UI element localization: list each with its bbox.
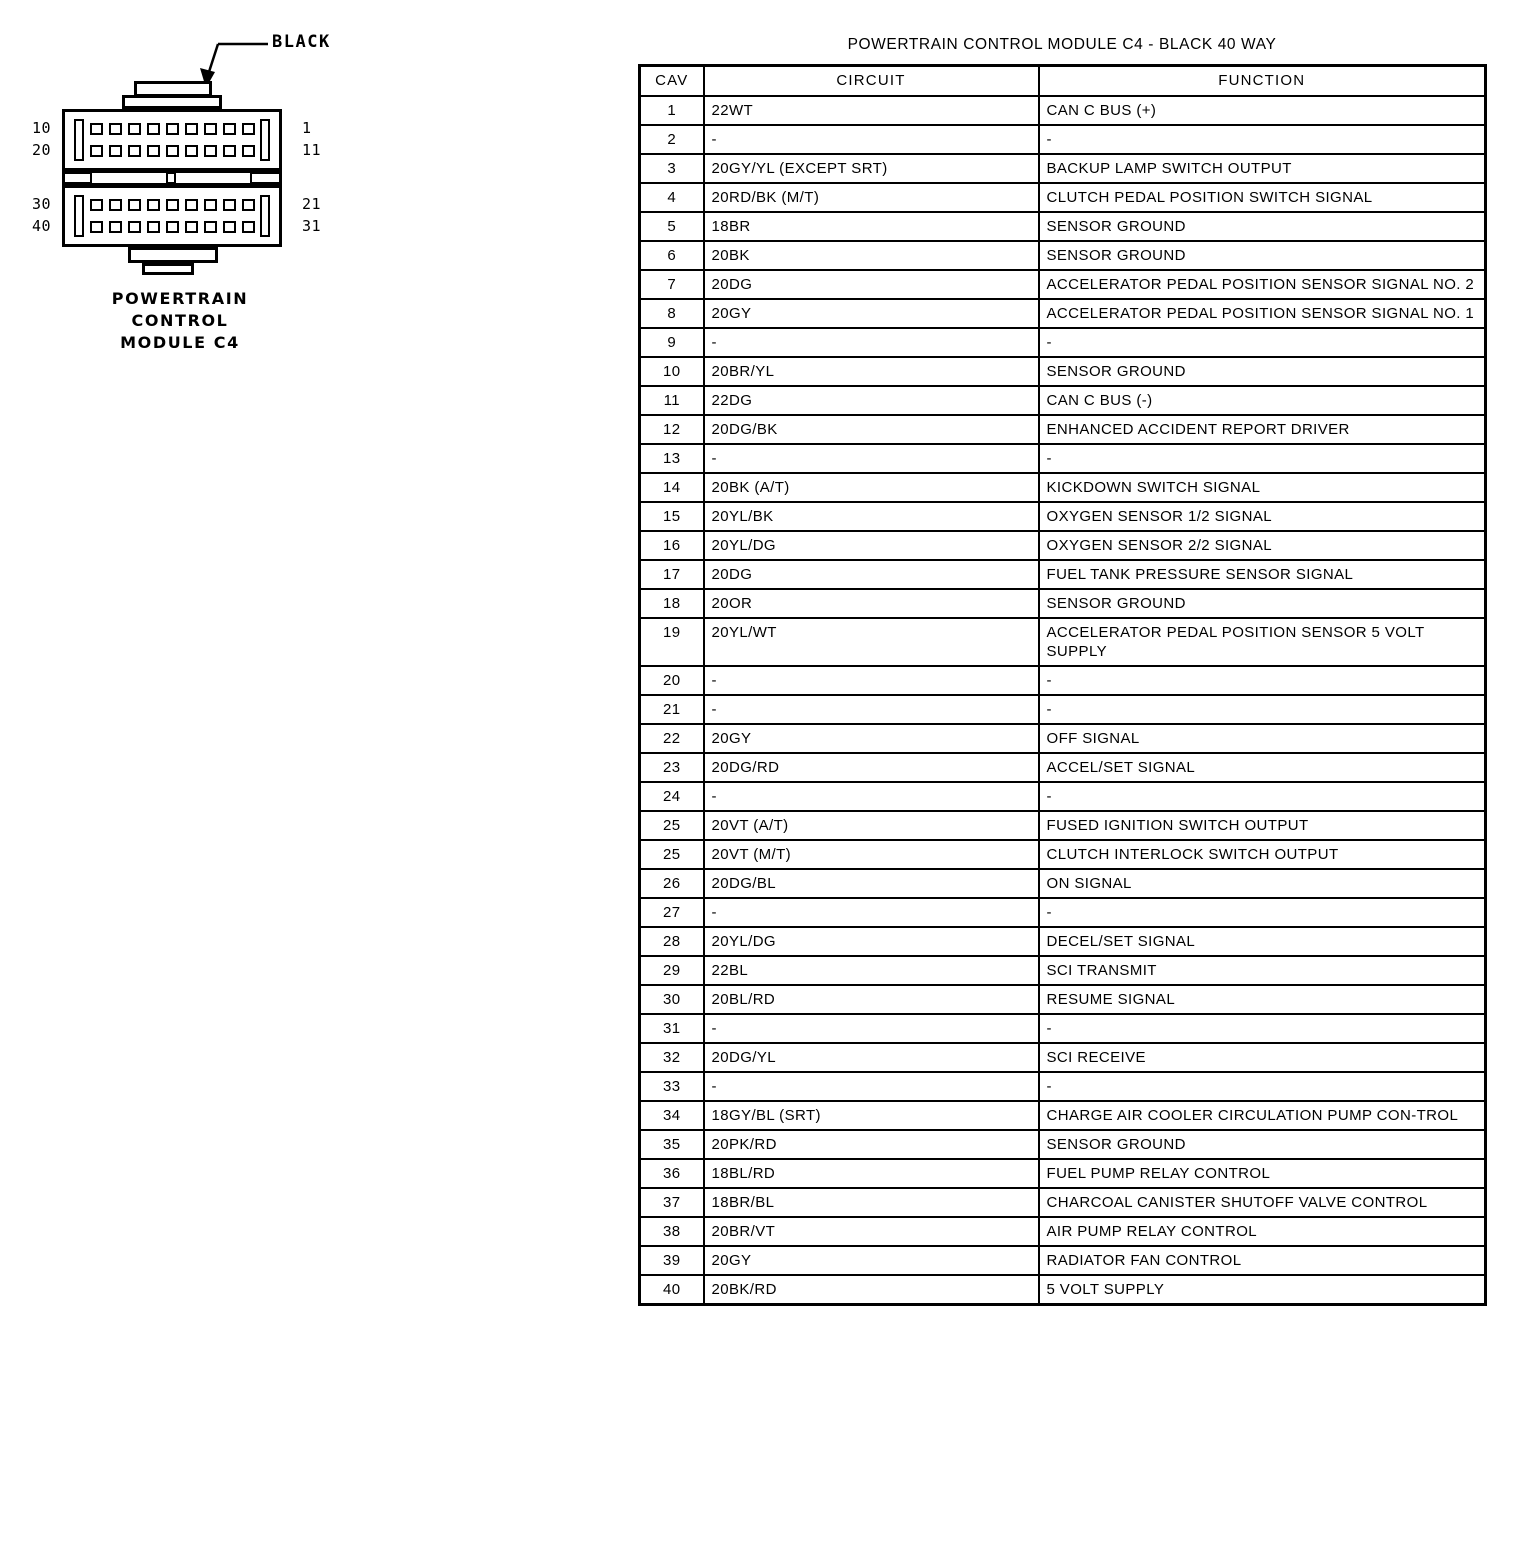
table-row	[640, 956, 1486, 985]
pin-cavity	[90, 199, 103, 211]
cell-circuit: 20VT (M/T)	[704, 840, 1039, 869]
cell-cav: 27	[640, 898, 704, 927]
pin-cavity	[128, 123, 141, 135]
cell-cav: 1	[640, 96, 704, 125]
cell-cav: 11	[640, 386, 704, 415]
table-row	[640, 782, 1486, 811]
cell-circuit: 20YL/BK	[704, 502, 1039, 531]
cell-cav: 38	[640, 1217, 704, 1246]
cell-cav: 37	[640, 1188, 704, 1217]
cell-function: OFF SIGNAL	[1039, 724, 1486, 753]
cell-function: FUEL TANK PRESSURE SENSOR SIGNAL	[1039, 560, 1486, 589]
connector-caption-line-2: CONTROL	[131, 311, 229, 330]
table-row	[640, 695, 1486, 724]
cell-function: -	[1039, 695, 1486, 724]
cell-circuit: 20GY/YL (EXCEPT SRT)	[704, 154, 1039, 183]
pin-cavity	[109, 145, 122, 157]
cell-cav: 7	[640, 270, 704, 299]
table-row	[640, 589, 1486, 618]
cell-cav: 40	[640, 1275, 704, 1305]
black-color-label: BLACK	[272, 32, 331, 52]
table-row	[640, 1072, 1486, 1101]
cell-function: AIR PUMP RELAY CONTROL	[1039, 1217, 1486, 1246]
cell-circuit: 20DG/YL	[704, 1043, 1039, 1072]
cell-function: CHARGE AIR COOLER CIRCULATION PUMP CON-TROL	[1039, 1101, 1486, 1130]
table-row	[640, 927, 1486, 956]
pin-cavity	[185, 221, 198, 233]
cell-circuit: 20DG/BK	[704, 415, 1039, 444]
connector-body	[62, 95, 282, 250]
cell-circuit: 20GY	[704, 1246, 1039, 1275]
pin-cavity	[242, 123, 255, 135]
cell-function: ACCELERATOR PEDAL POSITION SENSOR SIGNAL NO. 1	[1039, 299, 1486, 328]
table-row	[640, 1101, 1486, 1130]
cell-cav: 10	[640, 357, 704, 386]
table-row	[640, 666, 1486, 695]
column-header-circuit: CIRCUIT	[704, 66, 1039, 96]
table-row	[640, 1014, 1486, 1043]
cell-cav: 18	[640, 589, 704, 618]
cell-circuit: -	[704, 695, 1039, 724]
connector-top-shoulder	[122, 95, 222, 109]
table-row	[640, 1217, 1486, 1246]
cell-cav: 21	[640, 695, 704, 724]
cell-circuit: 20OR	[704, 589, 1039, 618]
cell-circuit: 20DG	[704, 270, 1039, 299]
cell-function: -	[1039, 328, 1486, 357]
cell-function: CLUTCH PEDAL POSITION SWITCH SIGNAL	[1039, 183, 1486, 212]
cell-circuit: -	[704, 328, 1039, 357]
row-number-left-10: 10	[32, 119, 52, 137]
table-row	[640, 270, 1486, 299]
pin-cavity	[128, 221, 141, 233]
cell-cav: 3	[640, 154, 704, 183]
table-row	[640, 328, 1486, 357]
table-row	[640, 1130, 1486, 1159]
cell-circuit: 20BK	[704, 241, 1039, 270]
row-number-left-20: 20	[32, 141, 52, 159]
cell-cav: 4	[640, 183, 704, 212]
cell-function: CLUTCH INTERLOCK SWITCH OUTPUT	[1039, 840, 1486, 869]
cell-function: CAN C BUS (+)	[1039, 96, 1486, 125]
cell-circuit: 20GY	[704, 299, 1039, 328]
cell-circuit: -	[704, 1072, 1039, 1101]
connector-notch-right-lower	[260, 195, 270, 237]
cell-cav: 30	[640, 985, 704, 1014]
column-header-cav: CAV	[640, 66, 704, 96]
cell-function: SENSOR GROUND	[1039, 241, 1486, 270]
cell-cav: 12	[640, 415, 704, 444]
connector-caption-line-3: MODULE C4	[120, 333, 240, 352]
table-header-row	[640, 66, 1486, 96]
pin-cavity	[128, 145, 141, 157]
cell-circuit: 18BR/BL	[704, 1188, 1039, 1217]
cell-cav: 5	[640, 212, 704, 241]
pin-cavity	[242, 199, 255, 211]
connector-notch-left-lower	[74, 195, 84, 237]
row-number-left-40: 40	[32, 217, 52, 235]
cell-function: FUSED IGNITION SWITCH OUTPUT	[1039, 811, 1486, 840]
connector-bottom-tab	[142, 263, 194, 275]
pin-cavity	[147, 145, 160, 157]
pin-cavity	[223, 145, 236, 157]
cell-function: SENSOR GROUND	[1039, 589, 1486, 618]
cell-function: ACCELERATOR PEDAL POSITION SENSOR SIGNAL NO. 2	[1039, 270, 1486, 299]
pinout-table-body	[640, 96, 1486, 1305]
cell-function: KICKDOWN SWITCH SIGNAL	[1039, 473, 1486, 502]
cell-cav: 28	[640, 927, 704, 956]
pin-cavity	[166, 221, 179, 233]
cell-circuit: 20GY	[704, 724, 1039, 753]
cell-circuit: 18GY/BL (SRT)	[704, 1101, 1039, 1130]
table-row	[640, 811, 1486, 840]
cell-circuit: 18BR	[704, 212, 1039, 241]
cell-circuit: 20PK/RD	[704, 1130, 1039, 1159]
cell-circuit: 20BK/RD	[704, 1275, 1039, 1305]
connector-notch-left-upper	[74, 119, 84, 161]
cell-circuit: -	[704, 666, 1039, 695]
cell-function: SCI TRANSMIT	[1039, 956, 1486, 985]
cell-circuit: 22BL	[704, 956, 1039, 985]
cell-function: FUEL PUMP RELAY CONTROL	[1039, 1159, 1486, 1188]
table-row	[640, 1188, 1486, 1217]
table-row	[640, 444, 1486, 473]
table-title: POWERTRAIN CONTROL MODULE C4 - BLACK 40 WAY	[847, 36, 1277, 53]
cell-cav: 24	[640, 782, 704, 811]
pin-cavity	[128, 199, 141, 211]
cell-function: SENSOR GROUND	[1039, 212, 1486, 241]
cell-function: RADIATOR FAN CONTROL	[1039, 1246, 1486, 1275]
cell-cav: 13	[640, 444, 704, 473]
cell-cav: 33	[640, 1072, 704, 1101]
cell-function: CAN C BUS (-)	[1039, 386, 1486, 415]
table-row	[640, 753, 1486, 782]
cell-circuit: 20DG/BL	[704, 869, 1039, 898]
table-row	[640, 1043, 1486, 1072]
pin-cavity	[147, 199, 160, 211]
pin-cavity	[242, 221, 255, 233]
cell-circuit: 18BL/RD	[704, 1159, 1039, 1188]
pin-cavity	[223, 221, 236, 233]
table-row	[640, 241, 1486, 270]
cell-circuit: -	[704, 444, 1039, 473]
cell-circuit: 20BK (A/T)	[704, 473, 1039, 502]
cell-function: SCI RECEIVE	[1039, 1043, 1486, 1072]
cell-cav: 17	[640, 560, 704, 589]
cell-cav: 20	[640, 666, 704, 695]
connector-bottom-shoulder	[128, 247, 218, 263]
cell-cav: 26	[640, 869, 704, 898]
cell-circuit: 20YL/DG	[704, 531, 1039, 560]
connector-notch-right-upper	[260, 119, 270, 161]
cell-circuit: 20BR/YL	[704, 357, 1039, 386]
pin-cavity	[166, 199, 179, 211]
cell-function: -	[1039, 782, 1486, 811]
cell-circuit: 20DG/RD	[704, 753, 1039, 782]
table-row	[640, 724, 1486, 753]
pin-cavity	[185, 199, 198, 211]
cell-function: CHARCOAL CANISTER SHUTOFF VALVE CONTROL	[1039, 1188, 1486, 1217]
table-row	[640, 531, 1486, 560]
pin-cavity	[90, 123, 103, 135]
cell-cav: 29	[640, 956, 704, 985]
pinout-table-panel	[638, 36, 1486, 1306]
pin-cavity	[204, 199, 217, 211]
table-row	[640, 869, 1486, 898]
cell-cav: 31	[640, 1014, 704, 1043]
table-row	[640, 502, 1486, 531]
pin-cavity	[166, 123, 179, 135]
pin-cavity	[204, 221, 217, 233]
cell-cav: 34	[640, 1101, 704, 1130]
cell-circuit: 20BL/RD	[704, 985, 1039, 1014]
cell-cav: 15	[640, 502, 704, 531]
cell-circuit: 20BR/VT	[704, 1217, 1039, 1246]
connector-lower-housing	[62, 185, 282, 247]
connector-caption-line-1: POWERTRAIN	[111, 289, 249, 308]
column-header-function: FUNCTION	[1039, 66, 1486, 96]
cell-circuit: -	[704, 1014, 1039, 1043]
table-row	[640, 1159, 1486, 1188]
pin-cavity	[242, 145, 255, 157]
cell-cav: 23	[640, 753, 704, 782]
table-row	[640, 898, 1486, 927]
cell-function: ENHANCED ACCIDENT REPORT DRIVER	[1039, 415, 1486, 444]
pin-cavity	[185, 145, 198, 157]
pin-cavity	[109, 199, 122, 211]
cell-cav: 35	[640, 1130, 704, 1159]
cell-circuit: 22DG	[704, 386, 1039, 415]
cell-function: ON SIGNAL	[1039, 869, 1486, 898]
cell-function: -	[1039, 898, 1486, 927]
pin-cavity	[204, 123, 217, 135]
row-number-right-21: 21	[302, 195, 322, 213]
table-row	[640, 386, 1486, 415]
row-number-left-30: 30	[32, 195, 52, 213]
table-row	[640, 1246, 1486, 1275]
cell-function: OXYGEN SENSOR 1/2 SIGNAL	[1039, 502, 1486, 531]
cell-function: 5 VOLT SUPPLY	[1039, 1275, 1486, 1305]
table-row	[640, 618, 1486, 666]
connector-illustration	[0, 0, 600, 420]
pin-cavity	[223, 199, 236, 211]
cell-cav: 8	[640, 299, 704, 328]
row-number-right-1: 1	[302, 119, 312, 137]
pin-cavity	[109, 123, 122, 135]
cell-function: -	[1039, 444, 1486, 473]
table-row	[640, 415, 1486, 444]
cell-function: -	[1039, 1072, 1486, 1101]
row-number-right-11: 11	[302, 141, 322, 159]
cell-cav: 25	[640, 840, 704, 869]
connector-middle-block-left	[90, 171, 168, 185]
table-row	[640, 357, 1486, 386]
table-row	[640, 96, 1486, 125]
cell-cav: 6	[640, 241, 704, 270]
pin-cavity	[223, 123, 236, 135]
cell-circuit: 20DG	[704, 560, 1039, 589]
pin-cavity	[90, 145, 103, 157]
cell-function: -	[1039, 666, 1486, 695]
cell-circuit: -	[704, 125, 1039, 154]
cell-function: DECEL/SET SIGNAL	[1039, 927, 1486, 956]
cell-cav: 32	[640, 1043, 704, 1072]
cell-function: SENSOR GROUND	[1039, 1130, 1486, 1159]
table-row	[640, 985, 1486, 1014]
pin-cavity	[147, 123, 160, 135]
pin-cavity	[204, 145, 217, 157]
cell-cav: 16	[640, 531, 704, 560]
table-row	[640, 212, 1486, 241]
table-row	[640, 560, 1486, 589]
pin-cavity	[147, 221, 160, 233]
connector-upper-housing	[62, 109, 282, 171]
table-row	[640, 473, 1486, 502]
cell-function: -	[1039, 1014, 1486, 1043]
cell-function: RESUME SIGNAL	[1039, 985, 1486, 1014]
cell-circuit: -	[704, 782, 1039, 811]
cell-cav: 39	[640, 1246, 704, 1275]
cell-function: BACKUP LAMP SWITCH OUTPUT	[1039, 154, 1486, 183]
table-row	[640, 1275, 1486, 1305]
table-row	[640, 299, 1486, 328]
cell-cav: 14	[640, 473, 704, 502]
pin-cavity	[166, 145, 179, 157]
table-row	[640, 840, 1486, 869]
cell-cav: 19	[640, 618, 704, 666]
cell-circuit: 22WT	[704, 96, 1039, 125]
cell-circuit: 20YL/WT	[704, 618, 1039, 666]
cell-circuit: 20YL/DG	[704, 927, 1039, 956]
cell-circuit: 20RD/BK (M/T)	[704, 183, 1039, 212]
cell-cav: 36	[640, 1159, 704, 1188]
cell-function: -	[1039, 125, 1486, 154]
pin-cavity	[90, 221, 103, 233]
cell-cav: 2	[640, 125, 704, 154]
table-row	[640, 125, 1486, 154]
cell-cav: 9	[640, 328, 704, 357]
table-row	[640, 183, 1486, 212]
pin-cavity	[185, 123, 198, 135]
row-number-right-31: 31	[302, 217, 322, 235]
connector-middle-block-right	[174, 171, 252, 185]
cell-function: ACCEL/SET SIGNAL	[1039, 753, 1486, 782]
connector-caption	[55, 288, 305, 354]
cell-circuit: -	[704, 898, 1039, 927]
cell-cav: 22	[640, 724, 704, 753]
pin-cavity	[109, 221, 122, 233]
cell-circuit: 20VT (A/T)	[704, 811, 1039, 840]
cell-cav: 25	[640, 811, 704, 840]
pinout-table	[638, 64, 1487, 1306]
cell-function: OXYGEN SENSOR 2/2 SIGNAL	[1039, 531, 1486, 560]
table-row	[640, 154, 1486, 183]
cell-function: ACCELERATOR PEDAL POSITION SENSOR 5 VOLT SUPPLY	[1039, 618, 1486, 666]
cell-function: SENSOR GROUND	[1039, 357, 1486, 386]
